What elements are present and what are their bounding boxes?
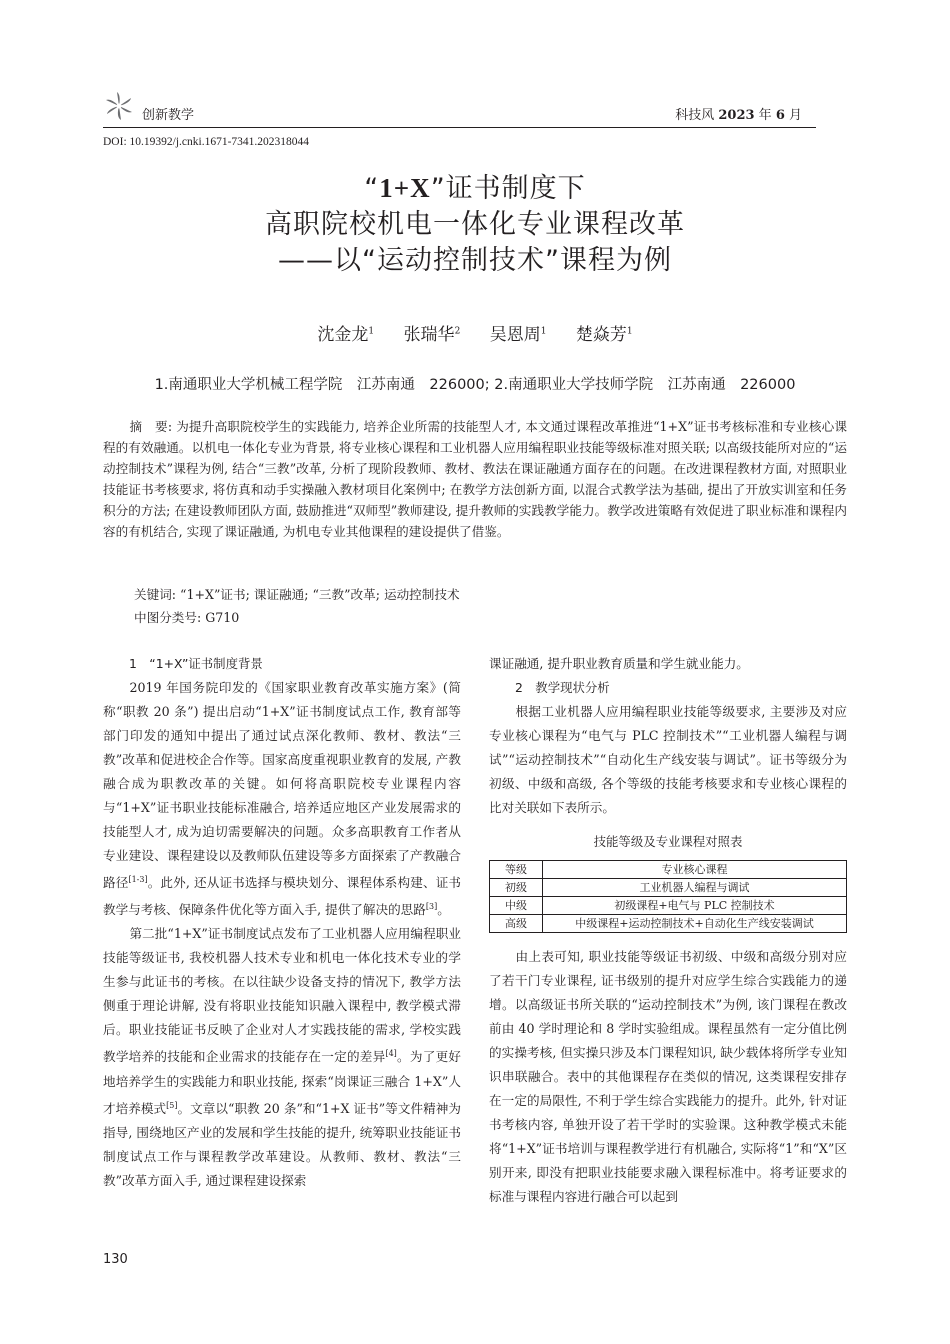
title-line-3: ——以“运动控制技术”课程为例: [278, 245, 672, 276]
doi: DOI: 10.19392/j.cnki.1671-7341.202318044: [103, 136, 310, 148]
skill-course-table: [489, 860, 847, 933]
title-quote-close: ”证书制度下: [430, 173, 586, 204]
table-row: [490, 915, 847, 933]
table-title: 技能等级及专业课程对照表: [593, 834, 743, 849]
table-cell: 初级: [490, 879, 543, 897]
keywords: 关键词: “1+X”证书; 课证融通; “三教”改革; 运动控制技术: [134, 587, 460, 602]
author-list: [0, 320, 950, 345]
journal-month-suffix: 月: [784, 108, 802, 123]
body-left-column: [103, 652, 461, 1193]
table-row: [490, 897, 847, 915]
paragraph: 由上表可知, 职业技能等级证书初级、中级和高级分别对应了若干门专业课程, 证书级别的提升对应学生综合实践能力的递增。以高级证书所关联的“运动控制技术”为例, 该门课程在教改前由 40 学时理论和 8 学时实验组成。课程虽然有一定分值比例的实操考核, 但实操只涉及本门课程知识, 缺少载体将所学专业知识串联融合。表中的其他课程存在类似的情况, 这类课程安排存在一定的局限性, 不利于学生综合实践能力的提升。此外, 针对证书考核内容, 单独开设了若干学时的实验课。这种教学模式未能将“1+X”证书培训与课程教学进行有机融合, 实际将“1”和“X”区别开来, 即没有把职业技能要求融入课程标准中。将考证要求的标准与课程内容进行融合可以起到: [489, 949, 847, 1204]
paragraph: 2019 年国务院印发的《国家职业教育改革实施方案》(简称“职教 20 条”) 提出启动“1+X”证书制度试点工作, 教育部等部门印发的通知中提出了通过试点深化教师、教材、教法“三教”改革和促进校企合作等。国家高度重视职业教育的发展, 产教融合成为职教改革的关键。如何将高职院校专业课程内容与“1+X”证书职业技能标准融合, 培养适应地区产业发展需求的技能型人才, 成为迫切需要解决的问题。众多高职教育工作者从专业建设、课程建设以及教师队伍建设等多方面探索了产教融合路径[1-3]。此外, 还从证书选择与模块划分、课程体系构建、证书教学与考核、保障条件优化等方面入手, 提供了解决的思路[3]。: [103, 680, 462, 918]
journal-year-suffix: 年: [754, 108, 776, 123]
title-line-1: [0, 170, 950, 207]
journal-section-label: 创新教学: [142, 108, 195, 123]
journal-month: 6: [775, 108, 785, 123]
table-cell: 中级课程+运动控制技术+自动化生产线安装调试: [543, 915, 847, 933]
clc-number: 中图分类号: G710: [134, 610, 240, 625]
title-bold-term: 1+X: [379, 173, 431, 203]
abstract: 摘 要: 为提升高职院校学生的实践能力, 培养企业所需的技能型人才, 本文通过课程改革推进“1+X”证书考核标准和专业核心课程的有效融通。以机电一体化专业为背景, 将专业核心课程和工业机器人应用编程职业技能等级标准对照关联; 以高级技能所对应的“运动控制技术”课程为例, 结合“三教”改革, 分析了现阶段教师、教材、教法在课证融通方面存在的问题。在改进课程教材方面, 对照职业技能证书考核要求, 将仿真和动手实操融入教材项目化案例中; 在教学方法创新方面, 以混合式教学法为基础, 提出了开放实训室和任务积分的方法; 在建设教师团队方面, 鼓励推进“双师型”教师建设, 提升教师的实践教学能力。教学改进策略有效促进了职业标准和课程内容的有机结合, 实现了课证融通, 为机电专业其他课程的建设提供了借鉴。: [103, 419, 847, 539]
paragraph: 根据工业机器人应用编程职业技能等级要求, 主要涉及对应专业核心课程为“电气与 PLC 控制技术”“工业机器人编程与调试”“运动控制技术”“自动化生产线安装与调试”。证书等级分为初级、中级和高级, 各个等级的技能考核要求和专业核心课程的比对关联如下表所示。: [489, 704, 847, 815]
paragraph: 课证融通, 提升职业教育质量和学生就业能力。: [489, 656, 749, 671]
section-heading-1: 1 “1+X”证书制度背景: [129, 656, 263, 671]
paper-title: [0, 170, 950, 279]
header-divider: [103, 127, 816, 128]
section-heading-2: 2 教学现状分析: [515, 680, 610, 695]
author: 楚焱芳$^1$: [575, 325, 633, 345]
journal-issue: [675, 104, 802, 123]
citation: [3]: [425, 902, 438, 912]
author: 沈金龙$^1$: [317, 325, 375, 345]
title-quote-open: “: [364, 173, 380, 204]
affiliations: 1.南通职业大学机械工程学院 江苏南通 226000; 2.南通职业大学技师学院 江苏南通 226000: [154, 377, 796, 393]
journal-logo-icon: [103, 90, 135, 122]
table-cell: 工业机器人编程与调试: [543, 879, 847, 897]
table-header-cell: 等级: [490, 861, 543, 879]
table-cell: 初级课程+电气与 PLC 控制技术: [543, 897, 847, 915]
body-right-column: [489, 652, 847, 1209]
citation: [5]: [166, 1100, 178, 1110]
author: 吴恩周$^1$: [489, 325, 547, 345]
journal-name: 科技风: [675, 108, 719, 123]
title-line-2: 高职院校机电一体化专业课程改革: [265, 209, 685, 240]
citation: [1-3]: [128, 875, 148, 884]
journal-year: 2023: [718, 108, 755, 123]
table-header-cell: 专业核心课程: [543, 861, 847, 879]
table-header-row: [490, 861, 847, 879]
table-cell: 高级: [490, 915, 543, 933]
table-row: [490, 879, 847, 897]
citation: [4]: [385, 1049, 397, 1059]
page-number: 130: [103, 1252, 128, 1267]
table-cell: 中级: [490, 897, 543, 915]
author: 张瑞华$^2$: [403, 325, 461, 345]
paragraph: 第二批“1+X”证书制度试点发布了工业机器人应用编程职业技能等级证书, 我校机器人技术专业和机电一体化技术专业的学生参与此证书的考核。在以往缺少设备支持的情况下, 教学方法侧重于理论讲解, 没有将职业技能知识融入课程中, 教学模式滞后。职业技能证书反映了企业对人才实践技能的需求, 学校实践教学培养的技能和企业需求的技能存在一定的差异[4]。为了更好地培养学生的实践能力和职业技能, 探索“岗课证三融合 1+X”人才培养模式[5]。文章以“职教 20 条”和“1+X 证书”等文件精神为指导, 围绕地区产业的发展和学生技能的提升, 统筹职业技能证书制度试点工作与课程教学改革建设。从教师、教材、教法“三教”改革方面入手, 通过课程建设探索: [103, 926, 462, 1188]
